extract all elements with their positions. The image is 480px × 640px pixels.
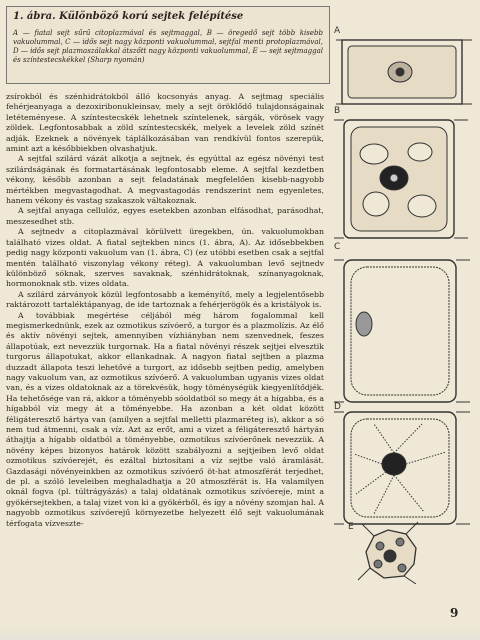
- cell-drawings: [334, 24, 474, 584]
- page-edge: [0, 625, 480, 640]
- paragraph: zsírokból és szénhidrátokból álló kocsonyás anyag. A sejtmag speciális fehérjeanyaga a dezoxiribonukleinsav, mely a sejt öröklődő tulajdonságainak letéteményese. A színtestecskék lehetnek színtelenek, sárgák, vörösek vagy zöldek. Legfontosabbak a zöld színtestecskék, melyek a levelek zöld színét adják. Ezeknek a növények táplálkozásában van rendkívül fontos szerepük, amint azt a későbbiekben olvashatjuk.: [6, 92, 324, 154]
- caption-text: A — fiatal sejt sűrű citoplazmával és sejtmaggal, B — öregedő sejt több kisebb vakuolummal, C — idős sejt nagy központi vakuolummal, sejtfal menti protoplazmával, D — idős sejt plazmaszálakkal átszőtt nagy központi vakuolummal, E — sejt sejtmaggal és színtestecskékkel (Sharp nyomán): [13, 29, 323, 64]
- paragraph: A sejtnedv a citoplazmával körülvett üregekben, ún. vakuolumokban található vizes oldat. A fiatal sejtekben nincs (1. ábra, A). Az idősebbekben pedig nagy központi vakuolum van (1. ábra, C) (ez utóbbi esetben csak a sejtfal mentén található viszonylag vékony réteg). A vakuolumban levő sejtnedv különböző sóknak, szerves savaknak, szénhidrátoknak, színanyagoknak, hormonoknak stb. vizes oldata.: [6, 227, 324, 289]
- paragraph: A továbbiak megértése céljából még három fogalommal kell megismerkednünk, ezek az ozmotikus szívóerő, a turgor és a plazmolízis. Az élő és aktív növényi sejtek, amennyiben vízhiányban nem szenvednek, feszes állapotúak, ezt nevezzük turgornak. Ha a fiatal növényi részek sejtjei elvesztik turgorus állapotukat, akkor ellankadnak. A nagyon fiatal sejtben a plazma duzzadt állapota teszi lehetővé a turgort, az idősebb sejtben pedig, amelyben nagy vakuolum van, az ozmotikus szívóerő. A vakuolumban ugyanis vizes oldat van, és a vizes oldatoknak az a törekvésük, hogy töménységük kiegyenlítődjék. Ha tehetősége van rá, akkor a töményebb sóoldatból so megy át a hígabba, és a hígabból víz megy át a töményebbe. Ha azonban a két oldat között féligáteresztő hártya van (amilyen a sejtfal melletti plazmaréteg is), akkor a só nem tud átmenni, csak a víz. Azt az erőt, ami a vizet a féligáteresztő hártyán áthajtja a hígabb oldatból a töményebbe, ozmotikus szívóerőnek nevezzük. A növény képes bizonyos határok között szabályozni a sejtjeiben levő oldat ozmotikus szívóerejét, és ezáltal biztosítani a víz sejtbe való áramlását. Gazdasági növényeinkben az ozmotikus szívóerő öt-hat atmoszférát terjedhet, de pl. a szóló leveleiben meghaladhatja a 20 atmoszférát is. Ha valamilyen oknál fogva (pl. túltrágyázás) a talaj oldatának ozmotikus szívóereje, mint a gyökérsejtekben, a talaj vizet von ki a gyökérből, és így a növény szomjan hal. A nagyobb ozmotikus szívóerejű környezetbe helyezett élő sejt vakuolumának térfogata vízveszte-: [6, 310, 324, 528]
- paragraph: A sejtfal szilárd vázát alkotja a sejtnek, és egyúttal az egész növényi test szilárdságának és formatartásának legfontosabb eleme. A sejtfal kezdetben vékony, később azonban a sejt feladatának megfelelően kisebb-nagyobb mértékben megvastagodhat. A megvastagodás rendszerint nem egyenletes, hanem vékony és vastag szakaszok váltakoznak.: [6, 154, 324, 206]
- figure-label-b: B: [334, 106, 341, 116]
- cell-b-drawing: [334, 120, 468, 238]
- figure-label-d: D: [334, 402, 341, 412]
- cell-c-drawing: [334, 260, 470, 402]
- cell-d-drawing: [334, 412, 470, 524]
- page-number: 9: [450, 606, 459, 620]
- figure-label-e: E: [348, 522, 354, 532]
- figure-label-a: A: [334, 26, 341, 36]
- caption-title: 1. ábra. Különböző korú sejtek felépítése: [13, 11, 244, 22]
- cell-figure: [334, 24, 474, 584]
- cell-a-drawing: [336, 40, 472, 104]
- paragraph: A sejtfal anyaga cellulóz, egyes esetekben azonban elfásodhat, parásodhat, meszesedhet stb.: [6, 206, 324, 226]
- figure-caption: [6, 6, 330, 84]
- body-column: [6, 92, 324, 529]
- paragraph: A szilárd zárványok közül legfontosabb a keményítő, mely a legjelentősebb raktározott tartaléktápanyag, de ide tartoznak a fehérjerögök és a kristályok is.: [6, 289, 324, 310]
- cell-e-drawing: [358, 522, 418, 584]
- figure-label-c: C: [334, 242, 341, 252]
